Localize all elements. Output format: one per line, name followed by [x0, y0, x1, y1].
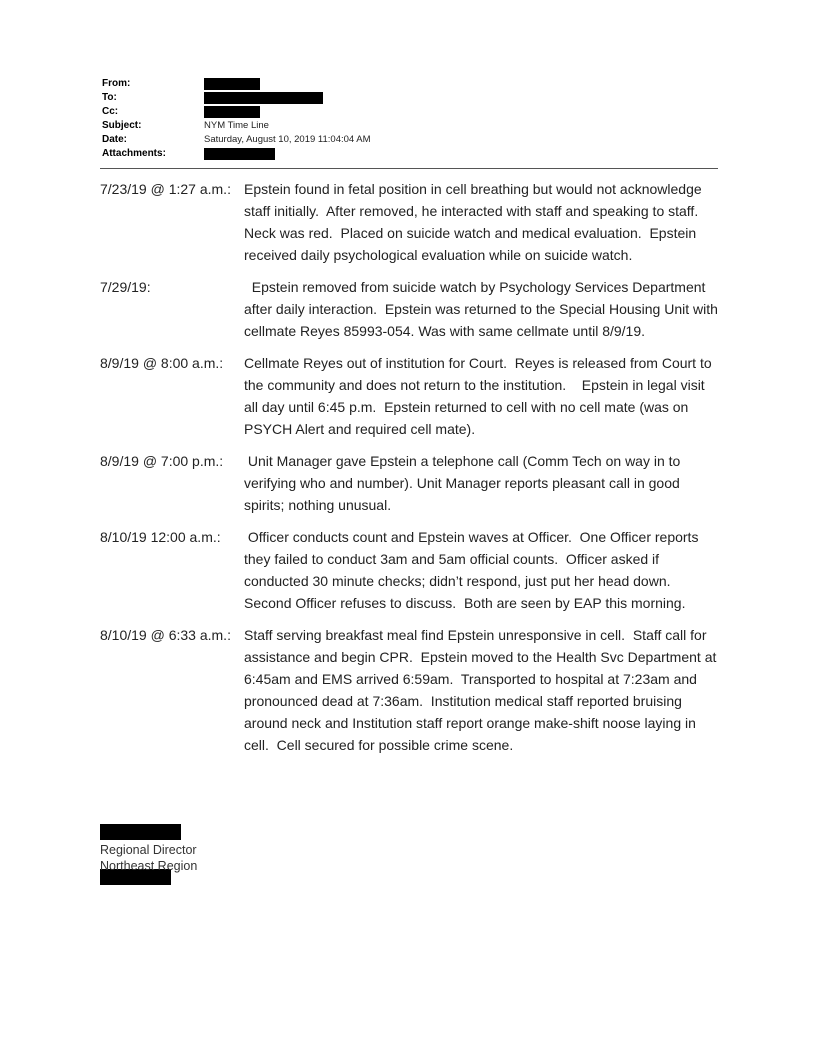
timeline-entry [100, 526, 720, 614]
entry-time: 7/23/19 @ 1:27 a.m.: [100, 181, 235, 197]
entry-text: Cellmate Reyes out of institution for Court. Reyes is released from Court to the community and does not return to the institution. Epstein in legal visit all day until 6:45 p.m. Epstein returned to cell with no cell mate (was on PSYCH Alert and required cell mate). [244, 355, 716, 437]
timeline [100, 178, 720, 766]
to-label: To: [102, 92, 117, 103]
to-redaction [204, 92, 323, 104]
entry-text: Epstein removed from suicide watch by Psychology Services Department after daily interaction. Epstein was returned to the Special Housing Unit with cellmate Reyes 85993-054. Was with same cellmate until 8/9/19. [244, 279, 722, 339]
entry-text: Staff serving breakfast meal find Epstein unresponsive in cell. Staff call for assistance and begin CPR. Epstein moved to the Health Svc Department at 6:45am and EMS arrived 6:59am. Transported to hospital at 7:23am and pronounced dead at 7:36am. Institution medical staff reported bruising around neck and Institution staff report orange make-shift noose laying in cell. Cell secured for possible crime scene. [244, 627, 721, 753]
timeline-entry [100, 624, 720, 756]
date-row [102, 133, 718, 147]
entry-time: 7/29/19: [100, 279, 151, 295]
attachments-redaction [204, 148, 275, 160]
header-divider [100, 168, 718, 169]
subject-value: NYM Time Line [204, 120, 269, 131]
attachments-row [102, 147, 718, 161]
entry-time: 8/10/19 12:00 a.m.: [100, 529, 221, 545]
from-row [102, 77, 718, 91]
date-label: Date: [102, 134, 128, 145]
from-redaction [204, 78, 260, 90]
entry-time: 8/9/19 @ 7:00 p.m.: [100, 453, 224, 469]
timeline-entry [100, 450, 720, 516]
entry-text: Unit Manager gave Epstein a telephone call (Comm Tech on way in to verifying who and number). Unit Manager reports pleasant call in good spirits; nothing unusual. [244, 453, 685, 513]
entry-time: 8/9/19 @ 8:00 a.m.: [100, 355, 224, 371]
signature-title: Regional Director [100, 843, 197, 857]
cc-label: Cc: [102, 106, 119, 117]
signature-block [100, 824, 197, 885]
date-value: Saturday, August 10, 2019 11:04:04 AM [204, 134, 371, 145]
attachments-label: Attachments: [102, 148, 166, 159]
timeline-entry [100, 276, 720, 342]
to-row [102, 91, 718, 105]
subject-row [102, 119, 718, 133]
cc-redaction [204, 106, 260, 118]
from-label: From: [102, 78, 131, 89]
timeline-entry [100, 178, 720, 266]
timeline-entry [100, 352, 720, 440]
email-header [102, 77, 718, 161]
entry-time: 8/10/19 @ 6:33 a.m.: [100, 627, 231, 643]
entry-text: Officer conducts count and Epstein waves at Officer. One Officer reports they failed to conduct 3am and 5am official counts. Officer asked if conducted 30 minute checks; didn’t respond, just put her head down. Second Officer refuses to discuss. Both are seen by EAP this morning. [244, 529, 703, 611]
signature-name-redaction [100, 824, 181, 840]
signature-region: Northeast Region [100, 859, 198, 873]
cc-row [102, 105, 718, 119]
subject-label: Subject: [102, 120, 142, 131]
entry-text: Epstein found in fetal position in cell breathing but would not acknowledge staff initially. After removed, he interacted with staff and speaking to staff. Neck was red. Placed on suicide watch and medical evaluation. Epstein received daily psychological evaluation while on suicide watch. [244, 181, 706, 263]
